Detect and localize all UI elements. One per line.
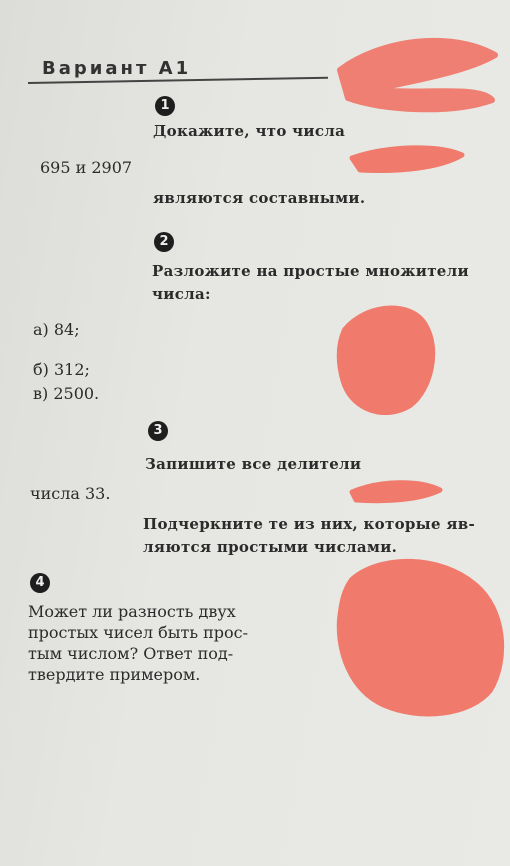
task1-number-badge: 1	[155, 96, 175, 116]
task2-item-b: б) 312;	[33, 360, 90, 379]
scribble-header	[340, 41, 495, 109]
task1-numbers: 695 и 2907	[40, 158, 133, 177]
scribble-task4	[340, 562, 501, 714]
task4-line-3: тым числом? Ответ под-	[28, 644, 234, 663]
scribble-task2	[340, 309, 432, 412]
task3-number-badge: 3	[148, 421, 168, 441]
task4-line-2: простых чисел быть прос-	[28, 623, 249, 642]
task3-instruction-line2: ляются простыми числами.	[143, 538, 398, 556]
task1-conclusion: являются составными.	[153, 189, 366, 207]
task4-line-4: твердите примером.	[28, 665, 201, 684]
task4-number-badge: 4	[30, 573, 50, 593]
task2-number-badge: 2	[154, 232, 174, 252]
task1-prompt: Докажите, что числа	[153, 122, 346, 140]
task2-item-c: в) 2500.	[33, 384, 100, 403]
task3-prompt: Запишите все делители	[145, 455, 362, 473]
task3-target: числа 33.	[30, 484, 111, 503]
scribble-task3	[352, 483, 440, 501]
task2-prompt-line2: числа:	[152, 285, 211, 303]
variant-title: Вариант А1	[42, 58, 192, 79]
task3-instruction-line1: Подчеркните те из них, которые яв-	[143, 515, 476, 533]
scribble-task1	[352, 148, 462, 171]
task2-prompt-line1: Разложите на простые множители	[152, 262, 469, 280]
task4-line-1: Может ли разность двух	[28, 602, 236, 621]
task2-item-a: а) 84;	[33, 320, 80, 339]
